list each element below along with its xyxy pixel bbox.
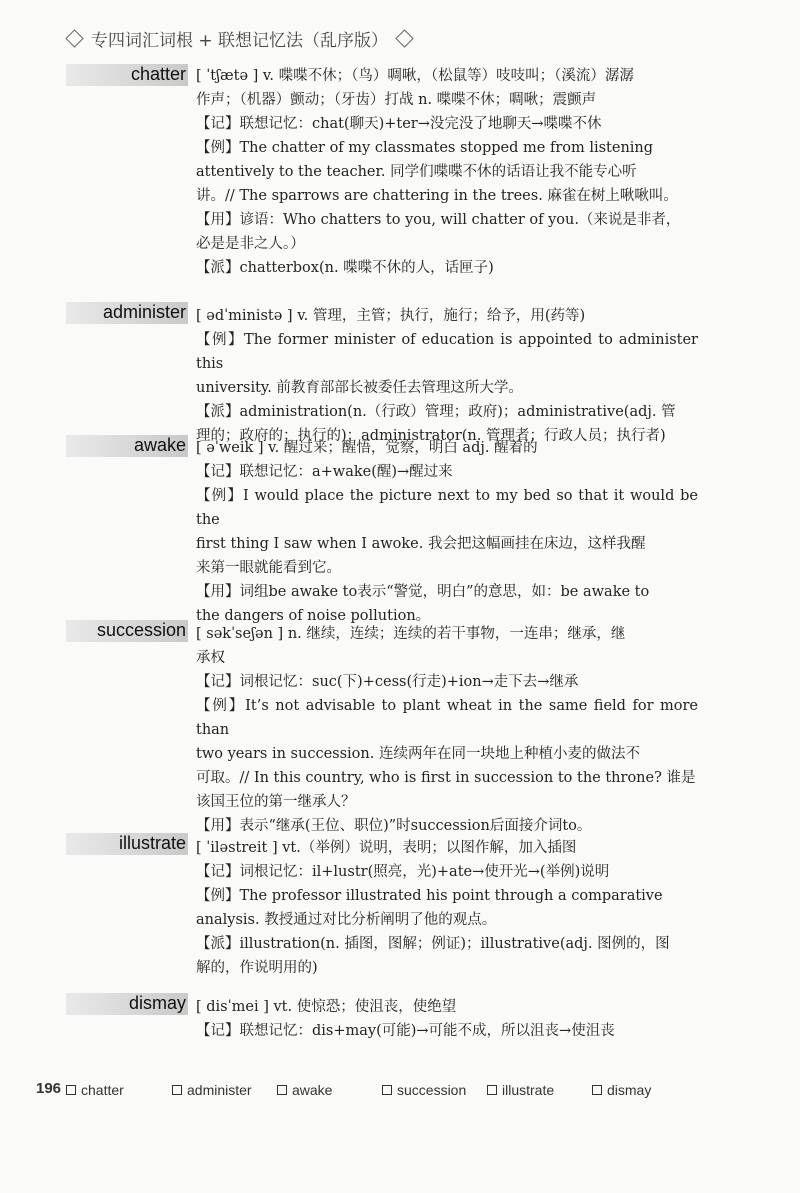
entry-line: [ ədˈministə ] v. 管理，主管；执行，施行；给予，用(药等) bbox=[196, 308, 586, 324]
entry-line: attentively to the teacher. 同学们喋喋不休的话语让我不能专心听 bbox=[196, 164, 637, 180]
entry-awake bbox=[196, 436, 698, 628]
entry-line: 【用】谚语：Who chatters to you, will chatter of you.（来说是非者， bbox=[196, 212, 681, 228]
entry-line: 必是是非之人。） bbox=[196, 236, 305, 252]
headword-dismay: dismay bbox=[128, 993, 186, 1013]
entry-line: 【记】联想记忆：dis+may(可能)→可能不成，所以沮丧→使沮丧 bbox=[196, 1023, 615, 1039]
entry-line: 解的，作说明用的) bbox=[196, 960, 318, 976]
entry-line: [ səkˈseʃən ] n. 继续，连续；连续的若干事物，一连串；继承，继 bbox=[196, 626, 626, 642]
checklist-label: illustrate bbox=[502, 1082, 555, 1098]
checklist-item[interactable] bbox=[172, 1082, 252, 1098]
checkbox-icon[interactable] bbox=[592, 1085, 602, 1095]
checklist-label: dismay bbox=[607, 1082, 652, 1098]
entry-line: 【例】I would place the picture next to my bed so that it would be the bbox=[196, 488, 698, 528]
entry-line: 承权 bbox=[196, 650, 225, 666]
entry-succession bbox=[196, 622, 698, 838]
entry-line: analysis. 教授通过对比分析阐明了他的观点。 bbox=[196, 912, 497, 928]
entry-chatter bbox=[196, 64, 698, 280]
checklist-label: chatter bbox=[81, 1082, 124, 1098]
checklist-item[interactable] bbox=[66, 1082, 124, 1098]
headword-succession: succession bbox=[96, 620, 186, 640]
headword-chatter: chatter bbox=[130, 64, 186, 84]
page-header bbox=[64, 26, 415, 51]
entry-line: 【用】表示“继承(王位、职位)”时succession后面接介词to。 bbox=[196, 818, 592, 834]
entry-line: 讲。// The sparrows are chattering in the trees. 麻雀在树上啾啾叫。 bbox=[196, 188, 678, 204]
checkbox-icon[interactable] bbox=[172, 1085, 182, 1095]
headword-awake: awake bbox=[133, 435, 186, 455]
entry-line: 【派】chatterbox(n. 喋喋不休的人，话匣子) bbox=[196, 260, 494, 276]
checkbox-icon[interactable] bbox=[66, 1085, 76, 1095]
entry-line: 作声；（机器）颤动；（牙齿）打战 n. 喋喋不休；啁啾；震颤声 bbox=[196, 92, 597, 108]
checklist-item[interactable] bbox=[487, 1082, 554, 1098]
diamond-icon bbox=[65, 29, 83, 47]
entry-line: university. 前教育部部长被委任去管理这所大学。 bbox=[196, 380, 523, 396]
entry-line: first thing I saw when I awoke. 我会把这幅画挂在床边，这样我醒 bbox=[196, 536, 646, 552]
entry-line: 【派】illustration(n. 插图，图解；例证)；illustrative(adj. 图例的，图 bbox=[196, 936, 670, 952]
entry-line: [ disˈmei ] vt. 使惊恐；使沮丧，使绝望 bbox=[196, 999, 457, 1015]
checklist-label: awake bbox=[292, 1082, 333, 1098]
checkbox-icon[interactable] bbox=[277, 1085, 287, 1095]
entry-line: 可取。// In this country, who is first in succession to the throne? 谁是 bbox=[196, 770, 696, 786]
checklist-label: administer bbox=[187, 1082, 252, 1098]
entry-line: 【用】词组be awake to表示“警觉，明白”的意思，如：be awake to bbox=[196, 584, 650, 600]
page-number: 196 bbox=[36, 1080, 62, 1097]
entry-line: 【记】词根记忆：suc(下)+cess(行走)+ion→走下去→继承 bbox=[196, 674, 579, 690]
checklist-item[interactable] bbox=[277, 1082, 332, 1098]
checklist-item[interactable] bbox=[592, 1082, 651, 1098]
entry-administer bbox=[196, 304, 698, 448]
entry-line: 【例】The chatter of my classmates stopped me from listening bbox=[196, 140, 654, 156]
checkbox-icon[interactable] bbox=[382, 1085, 392, 1095]
headword-illustrate: illustrate bbox=[118, 833, 186, 853]
entry-line: 来第一眼就能看到它。 bbox=[196, 560, 341, 576]
entry-line: the dangers of noise pollution。 bbox=[196, 608, 431, 624]
entry-dismay bbox=[196, 995, 698, 1043]
entry-line: 【记】词根记忆：il+lustr(照亮，光)+ate→使开光→(举例)说明 bbox=[196, 864, 610, 880]
checklist-label: succession bbox=[397, 1082, 467, 1098]
headword-administer: administer bbox=[102, 302, 186, 322]
entry-line: 【派】administration(n.（行政）管理；政府)；administrative(adj. 管 bbox=[196, 404, 676, 420]
entry-line: 【记】联想记忆：chat(聊天)+ter→没完没了地聊天→喋喋不休 bbox=[196, 116, 602, 132]
entry-line: 【例】The professor illustrated his point through a comparative bbox=[196, 888, 663, 904]
entry-line: 该国王位的第一继承人？ bbox=[196, 794, 356, 810]
entry-line: 【例】The former minister of education is appointed to administer this bbox=[196, 332, 698, 372]
diamond-icon bbox=[395, 29, 413, 47]
entry-line: [ ˈiləstreit ] vt.（举例）说明，表明；以图作解，加入插图 bbox=[196, 840, 577, 856]
entry-line: 理的；政府的；执行的)；administrator(n. 管理者；行政人员；执行者) bbox=[196, 428, 666, 444]
entry-line: [ əˈweik ] v. 醒过来；醒悟，觉察，明白 adj. 醒着的 bbox=[196, 440, 538, 456]
entry-line: 【记】联想记忆：a+wake(醒)→醒过来 bbox=[196, 464, 453, 480]
entry-line: two years in succession. 连续两年在同一块地上种植小麦的做法不 bbox=[196, 746, 640, 762]
book-title: 专四词汇词根 + 联想记忆法（乱序版） bbox=[91, 31, 389, 51]
entry-illustrate bbox=[196, 836, 698, 980]
entry-line: 【例】It’s not advisable to plant wheat in the same field for more than bbox=[196, 698, 698, 738]
checklist-item[interactable] bbox=[382, 1082, 466, 1098]
entry-line: [ ˈtʃætə ] v. 喋喋不休；（鸟）啁啾，（松鼠等）吱吱叫；（溪流）潺潺 bbox=[196, 68, 634, 84]
checkbox-icon[interactable] bbox=[487, 1085, 497, 1095]
